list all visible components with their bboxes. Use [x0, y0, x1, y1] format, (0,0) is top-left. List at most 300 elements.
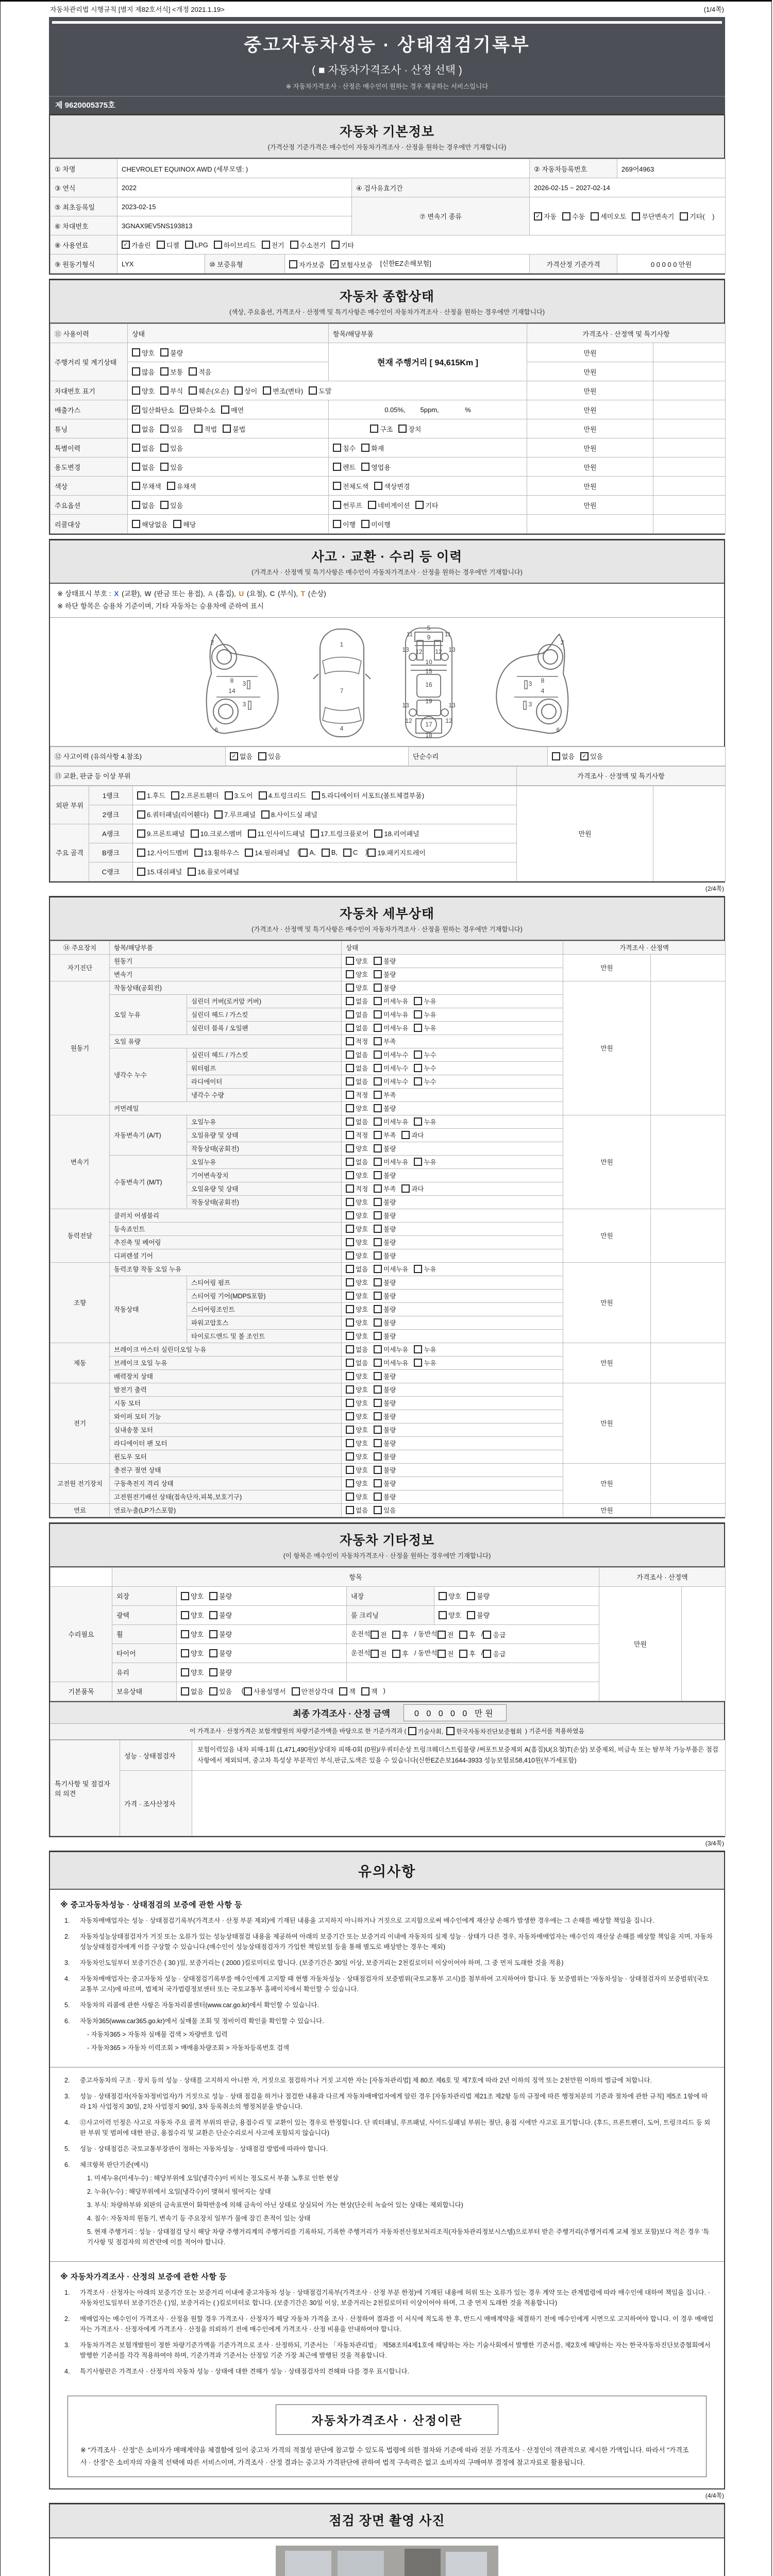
- checkbox-양호[interactable]: [181, 1667, 204, 1677]
- checkbox-box-icon[interactable]: [467, 1592, 475, 1600]
- checkbox-box-icon[interactable]: [374, 957, 382, 965]
- checkbox-box-icon[interactable]: [160, 501, 169, 509]
- checkbox-있음[interactable]: [160, 443, 183, 453]
- checkbox-box-icon[interactable]: [591, 212, 599, 221]
- checkbox-후[interactable]: [392, 1649, 409, 1658]
- checkbox-색상변경[interactable]: [374, 481, 410, 491]
- checkbox-12.사이드멤버[interactable]: [137, 848, 189, 857]
- checkbox-양호[interactable]: [346, 1238, 368, 1247]
- checkbox-box-icon[interactable]: [374, 1426, 382, 1434]
- checkbox-9.프론트패널[interactable]: [137, 828, 185, 838]
- checkbox-box-icon[interactable]: [331, 241, 340, 249]
- checkbox-box-icon[interactable]: [214, 810, 223, 819]
- checkbox-전[interactable]: [438, 1630, 454, 1639]
- checkbox-box-icon[interactable]: [209, 1611, 217, 1619]
- checkbox-box-icon[interactable]: [160, 463, 169, 471]
- checkbox-box-icon[interactable]: [339, 1687, 347, 1696]
- checkbox-양호[interactable]: [181, 1629, 204, 1639]
- checkbox-box-icon[interactable]: [459, 1631, 467, 1639]
- checkbox-양호[interactable]: [181, 1648, 204, 1658]
- checkbox-box-icon[interactable]: [137, 868, 145, 876]
- checkbox-없음[interactable]: [181, 1686, 204, 1696]
- checkbox-양호[interactable]: [132, 386, 155, 396]
- checkbox-14.필러패널[interactable]: [245, 848, 290, 857]
- checkbox-있음[interactable]: [160, 424, 183, 434]
- checkbox-양호[interactable]: [346, 1291, 368, 1300]
- checkbox-box-icon[interactable]: [367, 849, 376, 857]
- checkbox-box-icon[interactable]: [374, 1131, 382, 1139]
- checkbox-C[interactable]: [343, 849, 358, 857]
- checkbox-box-icon[interactable]: [346, 1359, 354, 1367]
- checkbox-훼손(오손)[interactable]: [189, 386, 229, 396]
- checkbox-box-icon[interactable]: [483, 1650, 491, 1658]
- checkbox-누유[interactable]: [414, 1010, 436, 1019]
- checkbox-box-icon[interactable]: [299, 849, 308, 857]
- checkbox-box-icon[interactable]: [374, 1399, 382, 1407]
- checkbox-box-icon[interactable]: [311, 829, 319, 838]
- checkbox-해당[interactable]: [173, 519, 196, 529]
- checkbox-box-icon[interactable]: [333, 444, 341, 452]
- checkbox-box-icon[interactable]: [414, 1117, 422, 1126]
- checkbox-양호[interactable]: [346, 1425, 368, 1434]
- checkbox-자가보증[interactable]: [289, 260, 325, 269]
- checkbox-불량[interactable]: [374, 1398, 396, 1408]
- checkbox-없음[interactable]: [346, 1505, 368, 1515]
- checkbox-미세누수[interactable]: [374, 1063, 408, 1073]
- checkbox-누수[interactable]: [414, 1063, 436, 1073]
- checkbox-box-icon[interactable]: [346, 1278, 354, 1286]
- checkbox-전체도색[interactable]: [333, 481, 368, 491]
- checkbox-box-icon[interactable]: [374, 1493, 382, 1501]
- checkbox-box-icon[interactable]: [414, 997, 422, 1005]
- checkbox-불량[interactable]: [467, 1610, 490, 1620]
- checkbox-box-icon[interactable]: [333, 482, 341, 490]
- checkbox-미세누유[interactable]: [374, 1358, 408, 1367]
- checkbox-box-icon[interactable]: [374, 1104, 382, 1112]
- checkbox-box-icon[interactable]: [191, 829, 199, 838]
- checkbox-양호[interactable]: [346, 1171, 368, 1180]
- checkbox-있음[interactable]: [160, 462, 183, 472]
- checkbox-양호[interactable]: [181, 1591, 204, 1601]
- checkbox-영업용[interactable]: [361, 462, 391, 472]
- checkbox-box-icon[interactable]: [439, 1611, 447, 1619]
- checkbox-적법[interactable]: [194, 424, 217, 434]
- checkbox-불량[interactable]: [374, 970, 396, 979]
- checkbox-box-icon[interactable]: [346, 984, 354, 992]
- checkbox-있음[interactable]: [160, 500, 183, 510]
- checkbox-불량[interactable]: [374, 1224, 396, 1233]
- checkbox-box-icon[interactable]: [680, 212, 688, 221]
- checkbox-box-icon[interactable]: [374, 482, 382, 490]
- checkbox-box-icon[interactable]: [181, 1630, 189, 1638]
- checkbox-box-icon[interactable]: [374, 984, 382, 992]
- checkbox-누유[interactable]: [414, 1023, 436, 1032]
- checkbox-상이[interactable]: [234, 386, 257, 396]
- checkbox-적음[interactable]: [189, 367, 211, 377]
- checkbox-미세누유[interactable]: [374, 1157, 408, 1166]
- checkbox-box-icon[interactable]: [244, 1687, 252, 1696]
- checkbox-전[interactable]: [438, 1649, 454, 1658]
- checkbox-box-icon[interactable]: [346, 1091, 354, 1099]
- checkbox-자동[interactable]: [534, 211, 557, 221]
- checkbox-box-icon[interactable]: [414, 1064, 422, 1072]
- checkbox-양호[interactable]: [346, 1331, 368, 1341]
- checkbox-불량[interactable]: [374, 1479, 396, 1488]
- checkbox-box-icon[interactable]: [289, 260, 297, 268]
- checkbox-불량[interactable]: [374, 1238, 396, 1247]
- checkbox-box-icon[interactable]: [346, 1211, 354, 1219]
- checkbox-양호[interactable]: [346, 1385, 368, 1394]
- checkbox-미세누유[interactable]: [374, 1345, 408, 1354]
- checkbox-box-icon[interactable]: [346, 970, 354, 978]
- checkbox-box-icon[interactable]: [374, 1211, 382, 1219]
- checkbox-box-icon[interactable]: [346, 1050, 354, 1059]
- checkbox-양호[interactable]: [346, 1304, 368, 1314]
- checkbox-box-icon[interactable]: ✓: [180, 405, 188, 414]
- checkbox-box-icon[interactable]: [346, 1184, 354, 1193]
- checkbox-box-icon[interactable]: [173, 520, 181, 528]
- checkbox-불량[interactable]: [374, 1251, 396, 1260]
- checkbox-디젤[interactable]: [157, 240, 179, 250]
- checkbox-기술사회,[interactable]: [408, 1727, 444, 1736]
- checkbox-box-icon[interactable]: ✓: [330, 260, 339, 268]
- checkbox-한국자동차진단보증협회[interactable]: [446, 1727, 522, 1736]
- checkbox-적정[interactable]: [346, 1130, 368, 1140]
- checkbox-양호[interactable]: [346, 1465, 368, 1475]
- checkbox-box-icon[interactable]: [132, 520, 140, 528]
- checkbox-많음[interactable]: [132, 367, 155, 377]
- checkbox-18.리어패널[interactable]: [374, 828, 419, 838]
- checkbox-불량[interactable]: [374, 1492, 396, 1501]
- checkbox-box-icon[interactable]: [263, 386, 271, 395]
- checkbox-box-icon[interactable]: [209, 1668, 217, 1676]
- checkbox-LPG[interactable]: [185, 241, 208, 249]
- checkbox-없음[interactable]: [132, 500, 155, 510]
- checkbox-box-icon[interactable]: [398, 425, 407, 433]
- checkbox-1.후드[interactable]: [137, 790, 165, 800]
- checkbox-부족[interactable]: [374, 1184, 396, 1193]
- checkbox-box-icon[interactable]: [346, 1024, 354, 1032]
- checkbox-11.인사이드패널[interactable]: [248, 828, 305, 838]
- checkbox-불량[interactable]: [374, 1171, 396, 1180]
- checkbox-box-icon[interactable]: [368, 501, 376, 509]
- checkbox-없음[interactable]: [346, 996, 368, 1006]
- checkbox-box-icon[interactable]: [374, 1265, 382, 1273]
- checkbox-양호[interactable]: [346, 1398, 368, 1408]
- checkbox-box-icon[interactable]: [181, 1649, 189, 1657]
- checkbox-box-icon[interactable]: [234, 386, 243, 395]
- checkbox-없음[interactable]: [346, 1157, 368, 1166]
- checkbox-없음[interactable]: [346, 1063, 368, 1073]
- checkbox-불량[interactable]: [209, 1648, 232, 1658]
- checkbox-수소전기[interactable]: [290, 240, 326, 250]
- checkbox-box-icon[interactable]: [194, 425, 203, 433]
- checkbox-누유[interactable]: [414, 1345, 436, 1354]
- checkbox-box-icon[interactable]: [374, 1010, 382, 1019]
- checkbox-불량[interactable]: [374, 1371, 396, 1381]
- checkbox-box-icon[interactable]: [189, 386, 197, 395]
- checkbox-양호[interactable]: [439, 1610, 461, 1620]
- checkbox-box-icon[interactable]: [414, 1345, 422, 1353]
- checkbox-미세누유[interactable]: [374, 996, 408, 1006]
- checkbox-15.대쉬패널[interactable]: [137, 867, 182, 876]
- checkbox-없음[interactable]: [552, 751, 575, 761]
- checkbox-box-icon[interactable]: [132, 348, 140, 357]
- checkbox-box-icon[interactable]: [374, 1372, 382, 1380]
- checkbox-불량[interactable]: [209, 1591, 232, 1601]
- checkbox-양호[interactable]: [346, 1104, 368, 1113]
- checkbox-box-icon[interactable]: [132, 501, 140, 509]
- checkbox-보험사보증[interactable]: [330, 260, 373, 269]
- checkbox-box-icon[interactable]: [346, 1385, 354, 1394]
- checkbox-box-icon[interactable]: [414, 1265, 422, 1273]
- checkbox-box-icon[interactable]: [261, 810, 270, 819]
- checkbox-box-icon[interactable]: [346, 1077, 354, 1086]
- checkbox-box-icon[interactable]: [221, 405, 229, 414]
- checkbox-불량[interactable]: [467, 1591, 490, 1601]
- checkbox-box-icon[interactable]: [346, 1171, 354, 1179]
- checkbox-box-icon[interactable]: [374, 1225, 382, 1233]
- checkbox-적정[interactable]: [346, 1184, 368, 1193]
- checkbox-후[interactable]: [459, 1630, 476, 1639]
- checkbox-미세누수[interactable]: [374, 1077, 408, 1086]
- checkbox-box-icon[interactable]: [346, 1426, 354, 1434]
- checkbox-침수[interactable]: [333, 443, 356, 453]
- checkbox-box-icon[interactable]: [374, 1439, 382, 1447]
- checkbox-box-icon[interactable]: [374, 1479, 382, 1487]
- checkbox-과다[interactable]: [401, 1130, 424, 1140]
- checkbox-box-icon[interactable]: [181, 1668, 189, 1676]
- checkbox-불량[interactable]: [374, 1425, 396, 1434]
- checkbox-적정[interactable]: [346, 1090, 368, 1099]
- checkbox-box-icon[interactable]: [346, 1493, 354, 1501]
- checkbox-box-icon[interactable]: [346, 1318, 354, 1327]
- checkbox-box-icon[interactable]: [438, 1631, 446, 1639]
- checkbox-해당없음[interactable]: [132, 519, 167, 529]
- checkbox-box-icon[interactable]: [333, 520, 341, 528]
- checkbox-box-icon[interactable]: [322, 849, 330, 857]
- checkbox-A,[interactable]: [299, 849, 315, 857]
- checkbox-양호[interactable]: [346, 1412, 368, 1421]
- checkbox-불량[interactable]: [374, 1438, 396, 1448]
- checkbox-box-icon[interactable]: [209, 1687, 217, 1696]
- checkbox-이행[interactable]: [333, 519, 356, 529]
- checkbox-box-icon[interactable]: [361, 444, 369, 452]
- checkbox-box-icon[interactable]: [181, 1687, 189, 1696]
- checkbox-5.라디에이터 서포트(볼트체결부품)[interactable]: [312, 790, 424, 800]
- checkbox-box-icon[interactable]: [414, 1050, 422, 1059]
- checkbox-하이브리드[interactable]: [214, 240, 256, 250]
- checkbox-양호[interactable]: [346, 1492, 368, 1501]
- checkbox-box-icon[interactable]: [194, 849, 203, 857]
- checkbox-불량[interactable]: [160, 348, 183, 358]
- checkbox-없음[interactable]: [346, 1264, 368, 1274]
- checkbox-기타[interactable]: [331, 240, 354, 250]
- checkbox-box-icon[interactable]: [414, 1077, 422, 1086]
- checkbox-미세누유[interactable]: [374, 1023, 408, 1032]
- checkbox-box-icon[interactable]: [346, 1332, 354, 1340]
- checkbox-후[interactable]: [392, 1630, 409, 1639]
- checkbox-box-icon[interactable]: [137, 791, 145, 800]
- checkbox-box-icon[interactable]: [346, 1131, 354, 1139]
- checkbox-무단변속기[interactable]: [632, 211, 674, 221]
- checkbox-box-icon[interactable]: [346, 957, 354, 965]
- checkbox-box-icon[interactable]: [374, 1024, 382, 1032]
- checkbox-box-icon[interactable]: [346, 997, 354, 1005]
- checkbox-8.사이드실 패널[interactable]: [261, 809, 317, 819]
- checkbox-불량[interactable]: [374, 983, 396, 992]
- checkbox-없음[interactable]: [346, 1358, 368, 1367]
- checkbox-무채색[interactable]: [132, 481, 161, 491]
- checkbox-과다[interactable]: [401, 1184, 424, 1193]
- checkbox-box-icon[interactable]: [312, 791, 320, 800]
- checkbox-box-icon[interactable]: [374, 1064, 382, 1072]
- checkbox-보통[interactable]: [160, 367, 183, 377]
- checkbox-없음[interactable]: [346, 1010, 368, 1019]
- checkbox-box-icon[interactable]: [401, 1131, 410, 1139]
- checkbox-렌트[interactable]: [333, 462, 356, 472]
- checkbox-없음[interactable]: [346, 1023, 368, 1032]
- checkbox-불법[interactable]: [223, 424, 245, 434]
- checkbox-불량[interactable]: [374, 1465, 396, 1475]
- checkbox-있음[interactable]: [580, 751, 603, 761]
- checkbox-box-icon[interactable]: [132, 425, 140, 433]
- checkbox-box-icon[interactable]: [361, 1687, 369, 1696]
- checkbox-box-icon[interactable]: [209, 1649, 217, 1657]
- checkbox-box-icon[interactable]: ✓: [534, 212, 542, 221]
- checkbox-box-icon[interactable]: [181, 1592, 189, 1600]
- checkbox-box-icon[interactable]: [346, 1412, 354, 1420]
- checkbox-유채색[interactable]: [167, 481, 196, 491]
- checkbox-box-icon[interactable]: [346, 1345, 354, 1353]
- checkbox-box-icon[interactable]: [346, 1238, 354, 1246]
- checkbox-box-icon[interactable]: [374, 1198, 382, 1206]
- checkbox-불량[interactable]: [374, 1304, 396, 1314]
- checkbox-B,[interactable]: [322, 849, 338, 857]
- checkbox-box-icon[interactable]: [160, 425, 169, 433]
- checkbox-box-icon[interactable]: [346, 1158, 354, 1166]
- checkbox-미세누유[interactable]: [374, 1010, 408, 1019]
- checkbox-기타( )[interactable]: [680, 211, 714, 221]
- checkbox-매연[interactable]: [221, 405, 244, 415]
- checkbox-불량[interactable]: [374, 956, 396, 965]
- checkbox-box-icon[interactable]: [446, 1727, 455, 1735]
- checkbox-box-icon[interactable]: [346, 1010, 354, 1019]
- checkbox-4.트렁크리드[interactable]: [259, 790, 307, 800]
- checkbox-box-icon[interactable]: [438, 1650, 446, 1658]
- checkbox-box-icon[interactable]: [374, 1184, 382, 1193]
- checkbox-box-icon[interactable]: [374, 1359, 382, 1367]
- checkbox-box-icon[interactable]: [137, 810, 145, 819]
- checkbox-box-icon[interactable]: [333, 501, 341, 509]
- checkbox-box-icon[interactable]: [346, 1037, 354, 1045]
- checkbox-사용설명서[interactable]: [244, 1686, 286, 1696]
- checkbox-불량[interactable]: [374, 1385, 396, 1394]
- checkbox-box-icon[interactable]: [459, 1650, 467, 1658]
- checkbox-부식[interactable]: [160, 386, 183, 396]
- checkbox-box-icon[interactable]: [483, 1631, 491, 1639]
- checkbox-양호[interactable]: [346, 1197, 368, 1207]
- checkbox-box-icon[interactable]: ✓: [132, 405, 140, 414]
- checkbox-box-icon[interactable]: [245, 849, 253, 857]
- checkbox-양호[interactable]: [181, 1610, 204, 1620]
- checkbox-응급[interactable]: [483, 1630, 506, 1639]
- checkbox-부족[interactable]: [374, 1130, 396, 1140]
- checkbox-box-icon[interactable]: [374, 1292, 382, 1300]
- checkbox-box-icon[interactable]: [374, 1332, 382, 1340]
- checkbox-box-icon[interactable]: [137, 849, 145, 857]
- checkbox-box-icon[interactable]: [259, 791, 267, 800]
- checkbox-변조(변타)[interactable]: [263, 386, 303, 396]
- checkbox-도말[interactable]: [309, 386, 331, 396]
- checkbox-불량[interactable]: [374, 1104, 396, 1113]
- checkbox-box-icon[interactable]: [392, 1650, 400, 1658]
- checkbox-box-icon[interactable]: [374, 1412, 382, 1420]
- checkbox-불량[interactable]: [374, 1412, 396, 1421]
- checkbox-box-icon[interactable]: [371, 1650, 379, 1658]
- checkbox-불량[interactable]: [209, 1610, 232, 1620]
- checkbox-box-icon[interactable]: [346, 1466, 354, 1474]
- checkbox-box-icon[interactable]: [439, 1592, 447, 1600]
- checkbox-box-icon[interactable]: [346, 1265, 354, 1273]
- checkbox-box-icon[interactable]: [374, 1037, 382, 1045]
- checkbox-부족[interactable]: [374, 1090, 396, 1099]
- checkbox-13.휠하우스[interactable]: [194, 848, 239, 857]
- checkbox-6.쿼터패널(리어휀다)[interactable]: [137, 809, 209, 819]
- checkbox-box-icon[interactable]: [374, 1251, 382, 1260]
- checkbox-세미오토[interactable]: [591, 211, 626, 221]
- checkbox-box-icon[interactable]: [248, 829, 256, 838]
- checkbox-box-icon[interactable]: [160, 444, 169, 452]
- checkbox-없음[interactable]: [346, 1345, 368, 1354]
- checkbox-양호[interactable]: [346, 1211, 368, 1220]
- checkbox-box-icon[interactable]: [290, 241, 298, 249]
- checkbox-없음[interactable]: [346, 1050, 368, 1059]
- checkbox-양호[interactable]: [346, 1278, 368, 1287]
- checkbox-누유[interactable]: [414, 996, 436, 1006]
- checkbox-수동[interactable]: [562, 211, 585, 221]
- checkbox-양호[interactable]: [346, 1479, 368, 1488]
- checkbox-box-icon[interactable]: ✓: [230, 752, 238, 760]
- checkbox-box-icon[interactable]: [160, 386, 169, 395]
- checkbox-불량[interactable]: [374, 1318, 396, 1327]
- checkbox-응급[interactable]: [483, 1649, 506, 1658]
- checkbox-box-icon[interactable]: [346, 1144, 354, 1153]
- checkbox-잭[interactable]: [339, 1686, 356, 1696]
- checkbox-box-icon[interactable]: [361, 463, 369, 471]
- checkbox-box-icon[interactable]: [632, 212, 640, 221]
- checkbox-box-icon[interactable]: [374, 1278, 382, 1286]
- checkbox-전[interactable]: [371, 1630, 387, 1639]
- checkbox-box-icon[interactable]: [562, 212, 570, 221]
- checkbox-box-icon[interactable]: [414, 1359, 422, 1367]
- checkbox-box-icon[interactable]: ✓: [122, 241, 130, 249]
- checkbox-box-icon[interactable]: [374, 1466, 382, 1474]
- checkbox-box-icon[interactable]: [414, 1158, 422, 1166]
- checkbox-box-icon[interactable]: [137, 829, 145, 838]
- checkbox-17.트렁크플로어[interactable]: [311, 828, 368, 838]
- checkbox-box-icon[interactable]: [552, 752, 560, 760]
- checkbox-탄화수소[interactable]: [180, 405, 215, 415]
- checkbox-구조[interactable]: [370, 424, 393, 434]
- checkbox-불량[interactable]: [374, 1211, 396, 1220]
- checkbox-양호[interactable]: [346, 970, 368, 979]
- checkbox-box-icon[interactable]: [374, 1158, 382, 1166]
- checkbox-전[interactable]: [371, 1649, 387, 1658]
- checkbox-box-icon[interactable]: [157, 241, 165, 249]
- checkbox-양호[interactable]: [346, 956, 368, 965]
- checkbox-box-icon[interactable]: [171, 791, 179, 800]
